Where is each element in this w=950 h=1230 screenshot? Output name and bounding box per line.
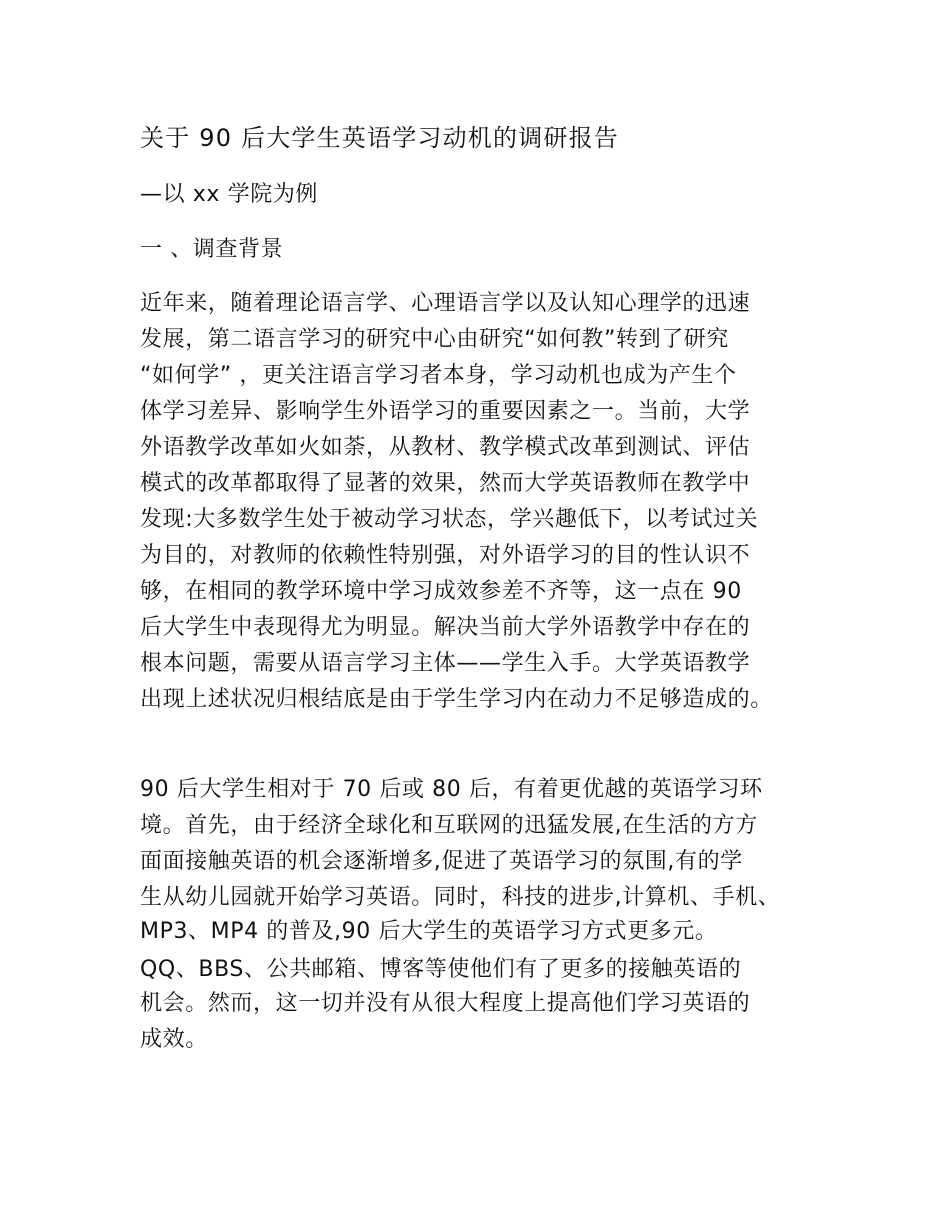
paragraph-line: 为目的，对教师的依赖性特别强，对外语学习的目的性认识不	[140, 543, 751, 568]
paragraph-line: 90 后大学生相对于 70 后或 80 后，有着更优越的英语学习环	[140, 777, 763, 802]
paragraph-line: 出现上述状况归根结底是由于学生学习内在动力不足够造成的。	[140, 687, 773, 712]
document-subtitle: —以 xx 学院为例	[140, 182, 319, 207]
paragraph-line: 外语教学改革如火如荼，从教材、教学模式改革到测试、评估	[140, 435, 751, 460]
paragraph-line: 机会。然而，这一切并没有从很大程度上提高他们学习英语的	[140, 991, 751, 1016]
paragraph-line: 发现:大多数学生处于被动学习状态，学兴趣低下，以考试过关	[140, 507, 759, 532]
document-title: 关于 90 后大学生英语学习动机的调研报告	[140, 124, 619, 152]
paragraph-line: “如何学” ，更关注语言学习者本身，学习动机也成为产生个	[140, 363, 737, 388]
paragraph-line: 近年来，随着理论语言学、心理语言学以及认知心理学的迅速	[140, 291, 751, 316]
paragraph-line: 模式的改革都取得了显著的效果，然而大学英语教师在教学中	[140, 471, 751, 496]
paragraph-line: 面面接触英语的机会逐渐增多,促进了英语学习的氛围,有的学	[140, 849, 743, 874]
paragraph-line: 够，在相同的教学环境中学习成效参差不齐等，这一点在 90	[140, 579, 742, 604]
paragraph-line: 发展，第二语言学习的研究中心由研究“如何教”转到了研究	[140, 327, 729, 352]
paragraph-line: 根本问题，需要从语言学习主体——学生入手。大学英语教学	[140, 651, 751, 676]
paragraph-line: 成效。	[140, 1027, 208, 1052]
paragraph-line: 体学习差异、影响学生外语学习的重要因素之一。当前，大学	[140, 399, 751, 424]
paragraph-line: 后大学生中表现得尤为明显。解决当前大学外语教学中存在的	[140, 615, 751, 640]
section-heading-background: 一 、调查背景	[140, 237, 284, 262]
paragraph-line: QQ、BBS、公共邮箱、博客等使他们有了更多的接触英语的	[140, 957, 742, 982]
paragraph-line: 生从幼儿园就开始学习英语。同时，科技的进步,计算机、手机、	[140, 885, 781, 910]
paragraph-line: 境。首先，由于经济全球化和互联网的迅猛发展,在生活的方方	[140, 813, 758, 838]
paragraph-line: MP3、MP4 的普及,90 后大学生的英语学习方式更多元。	[140, 919, 718, 944]
